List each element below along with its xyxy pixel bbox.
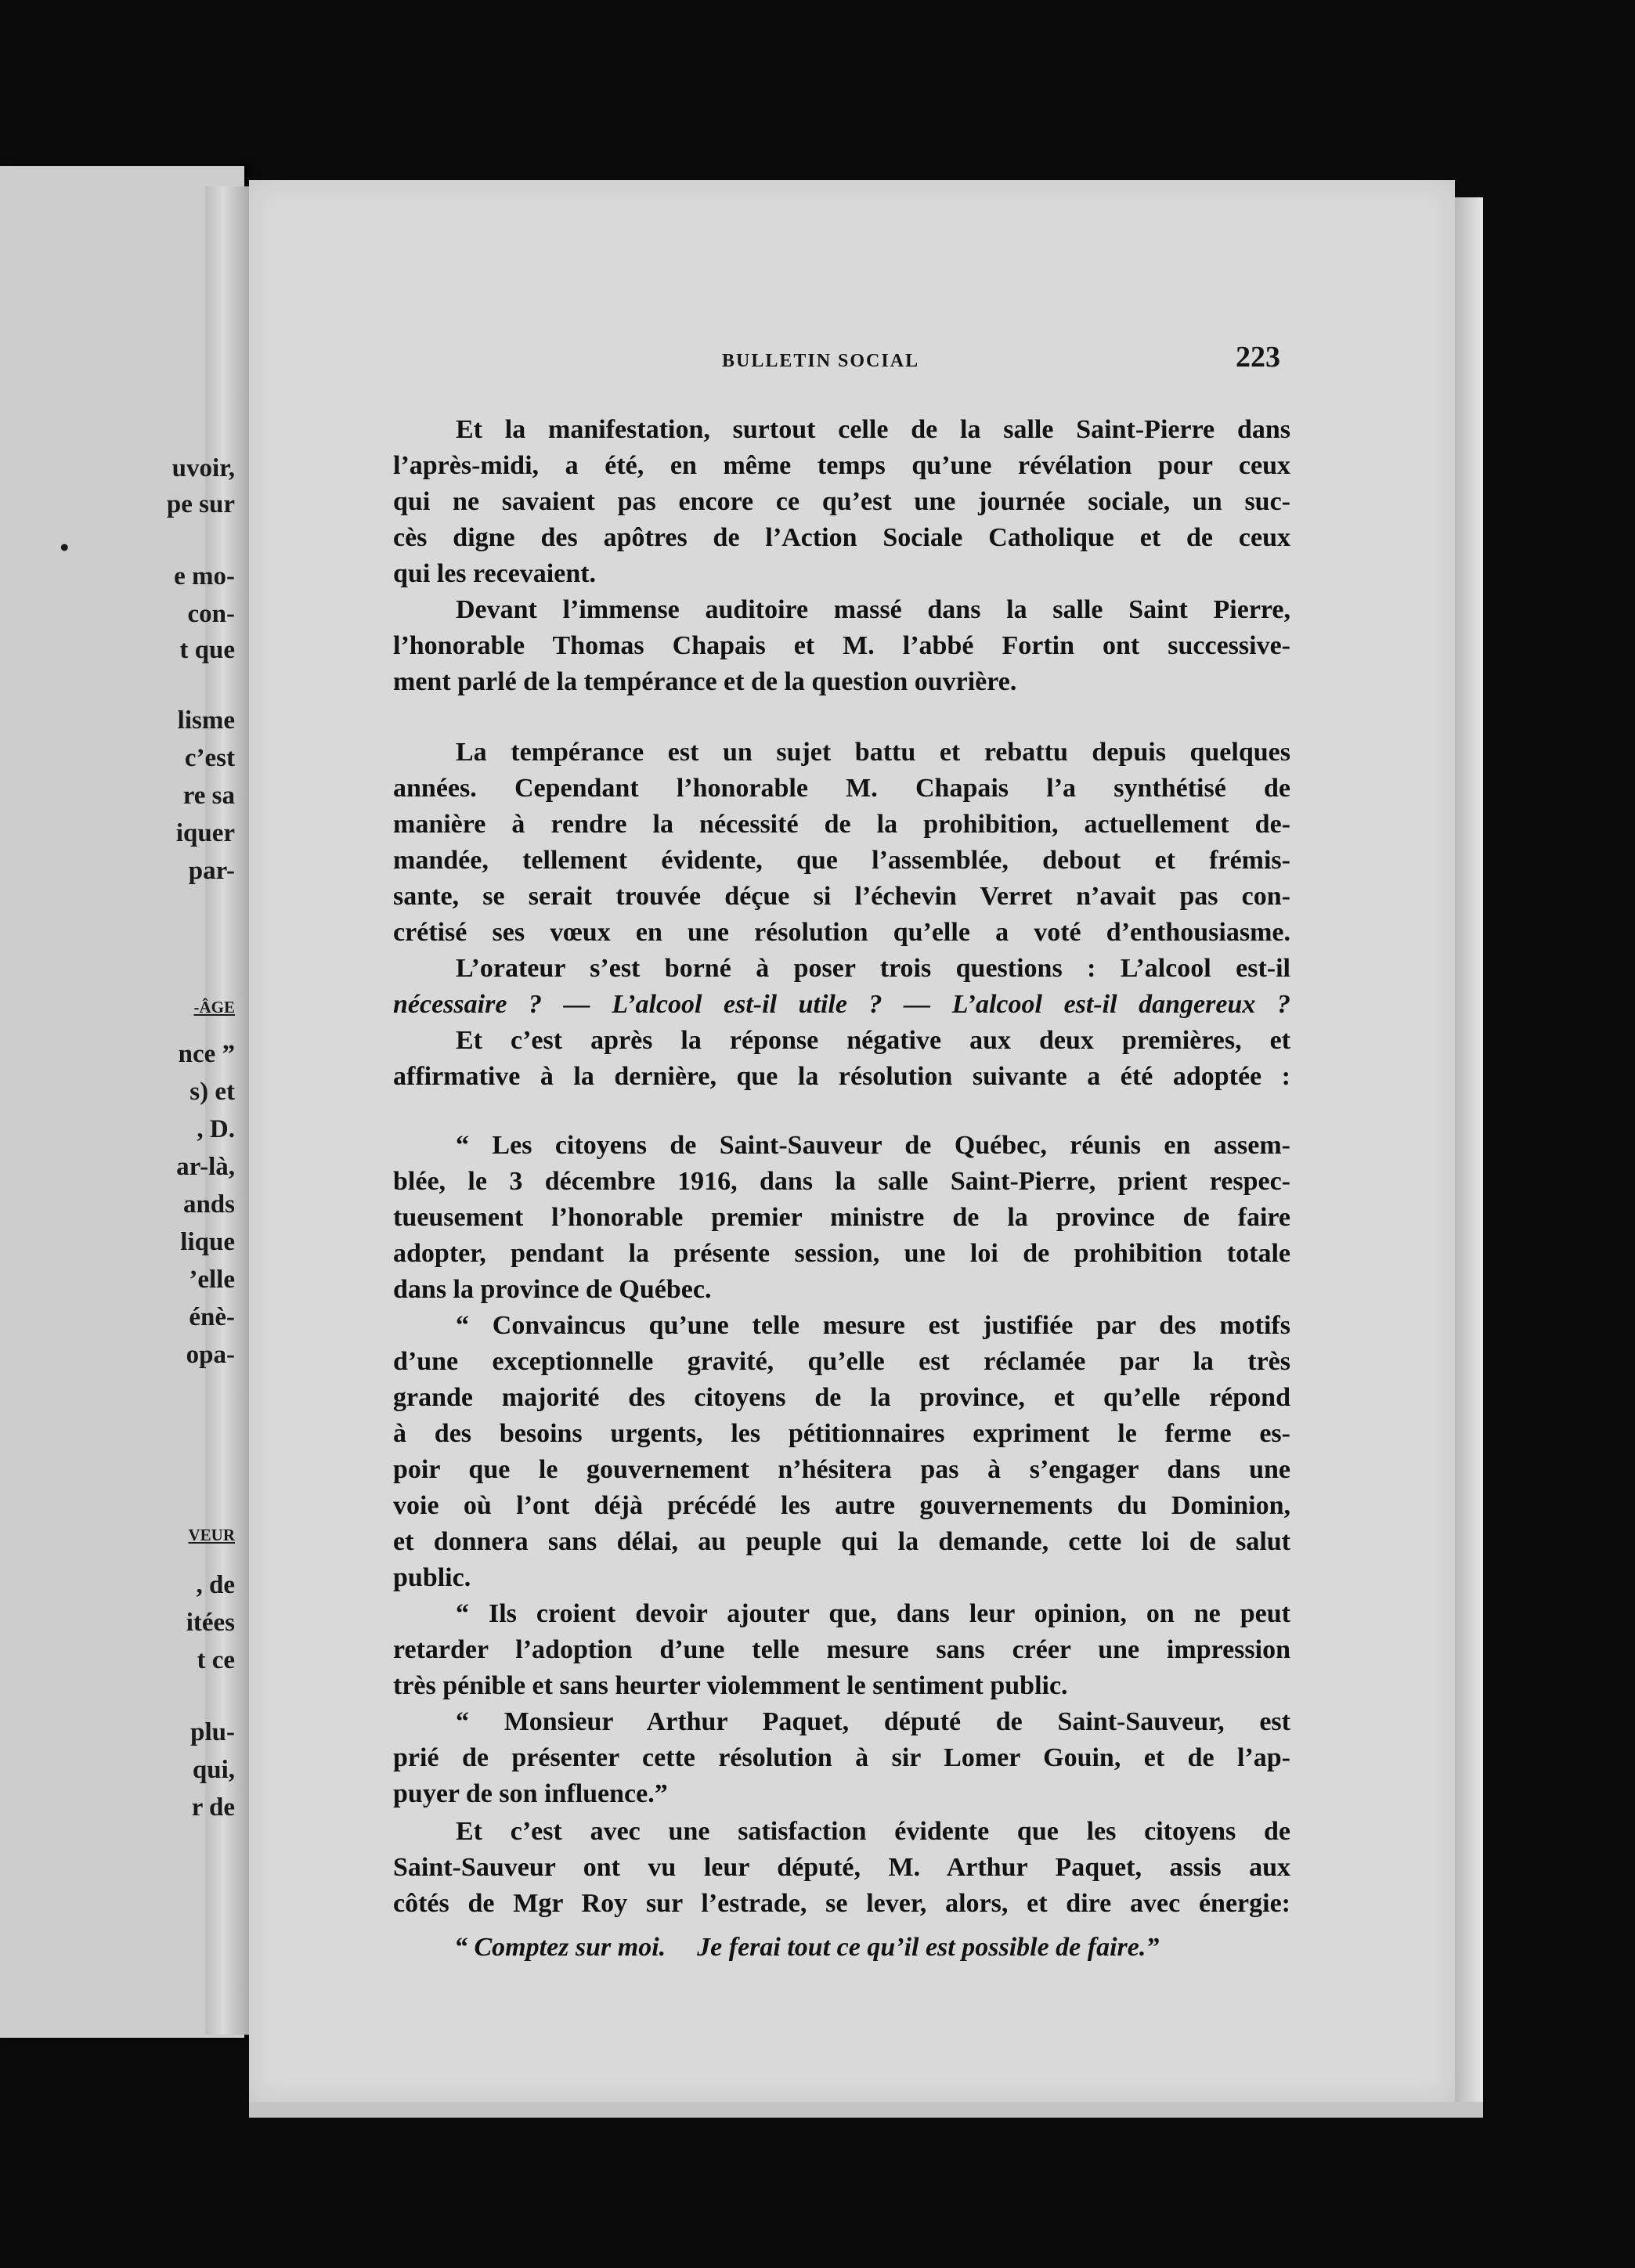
text-line: qui ne savaient pas encore ce qu’est une journée sociale, un suc- xyxy=(393,487,1290,516)
text-line: puyer de son influence.” xyxy=(393,1779,668,1808)
left-line: plu- xyxy=(190,1718,235,1746)
left-line: ar-là, xyxy=(176,1153,235,1181)
left-line: itées xyxy=(186,1609,235,1637)
text-line: ment parlé de la tempérance et de la question ouvrière. xyxy=(393,667,1017,696)
text-line: l’après-midi, a été, en même temps qu’une révélation pour ceux xyxy=(393,451,1290,480)
text-line: mandée, tellement évidente, que l’assemblée, debout et frémis- xyxy=(393,846,1290,875)
left-heading: VEUR xyxy=(188,1526,235,1544)
text-line: “ Ils croient devoir ajouter que, dans leur opinion, on ne peut xyxy=(456,1599,1290,1628)
page-number: 223 xyxy=(1236,341,1280,374)
text-line: côtés de Mgr Roy sur l’estrade, se lever, alors, et dire avec énergie: xyxy=(393,1889,1290,1918)
left-line: ands xyxy=(182,1190,235,1219)
left-line: qui, xyxy=(192,1756,235,1784)
page-bottom-edge xyxy=(249,2102,1483,2118)
text-line: dans la province de Québec. xyxy=(393,1275,712,1304)
text-line: cès digne des apôtres de l’Action Sociale Catholique et de ceux xyxy=(393,523,1290,552)
text-line: Et la manifestation, surtout celle de la salle Saint-Pierre dans xyxy=(456,415,1290,444)
closing-quote-part-2: Je ferai tout ce qu’il est possible de faire.” xyxy=(697,1933,1160,1962)
text-line: prié de présenter cette résolution à sir Lomer Gouin, et de l’ap- xyxy=(393,1743,1290,1772)
left-line: lique xyxy=(180,1228,235,1256)
text-line: Saint-Sauveur ont vu leur député, M. Arthur Paquet, assis aux xyxy=(393,1853,1290,1882)
left-line: c’est xyxy=(184,744,235,772)
left-line: , de xyxy=(196,1571,235,1599)
text-line: retarder l’adoption d’une telle mesure sans créer une impression xyxy=(393,1635,1290,1664)
left-line: par- xyxy=(188,857,235,885)
left-line: uvoir, xyxy=(171,454,235,482)
text-line: affirmative à la dernière, que la résolution suivante a été adoptée : xyxy=(393,1062,1290,1091)
left-line: opa- xyxy=(186,1341,235,1369)
text-line: “ Les citoyens de Saint-Sauveur de Québec, réunis en assem- xyxy=(456,1131,1290,1160)
text-line: grande majorité des citoyens de la province, et qu’elle répond xyxy=(393,1383,1290,1412)
page-stack-edge xyxy=(1455,197,1483,2113)
left-line: énè- xyxy=(189,1303,235,1331)
text-line: La tempérance est un sujet battu et rebattu depuis quelques xyxy=(456,738,1290,767)
left-line: re sa xyxy=(182,782,235,810)
left-line: ’elle xyxy=(189,1266,235,1294)
closing-quote xyxy=(454,1934,1292,1961)
left-line: e mo- xyxy=(174,562,235,590)
text-line: à des besoins urgents, les pétitionnaires expriment le ferme es- xyxy=(393,1419,1290,1448)
left-line: iquer xyxy=(175,819,235,847)
text-line: Devant l’immense auditoire massé dans la salle Saint Pierre, xyxy=(456,595,1290,624)
left-heading: -ÂGE xyxy=(193,998,235,1017)
text-line: “ Monsieur Arthur Paquet, député de Saint-Sauveur, est xyxy=(456,1707,1290,1736)
text-line: poir que le gouvernement n’hésitera pas à s’engager dans une xyxy=(393,1455,1290,1484)
text-line: Et c’est avec une satisfaction évidente que les citoyens de xyxy=(456,1817,1290,1846)
left-line: t que xyxy=(179,636,235,664)
left-line: , D. xyxy=(197,1115,235,1143)
text-line: crétisé ses vœux en une résolution qu’elle a voté d’enthousiasme. xyxy=(393,918,1290,947)
text-line: “ Convaincus qu’une telle mesure est justifiée par des motifs xyxy=(456,1311,1290,1340)
text-line: voie où l’ont déjà précédé les autre gouvernements du Dominion, xyxy=(393,1491,1290,1520)
text-line: tueusement l’honorable premier ministre de la province de faire xyxy=(393,1203,1290,1232)
text-line: d’une exceptionnelle gravité, qu’elle est réclamée par la très xyxy=(393,1347,1290,1376)
running-head: BULLETIN SOCIAL xyxy=(722,351,920,371)
text-line: blée, le 3 décembre 1916, dans la salle Saint-Pierre, prient respec- xyxy=(393,1167,1290,1196)
text-line: sante, se serait trouvée déçue si l’échevin Verret n’avait pas con- xyxy=(393,882,1290,911)
left-line: s) et xyxy=(189,1078,235,1106)
text-line: très pénible et sans heurter violemment le sentiment public. xyxy=(393,1671,1068,1700)
text-line: qui les recevaient. xyxy=(393,559,597,588)
left-line: pe sur xyxy=(166,490,235,518)
left-line: nce ” xyxy=(178,1040,235,1068)
left-line: t ce xyxy=(197,1646,235,1674)
text-line: Et c’est après la réponse négative aux deux premières, et xyxy=(456,1026,1290,1055)
text-line: l’honorable Thomas Chapais et M. l’abbé Fortin ont successive- xyxy=(393,631,1290,660)
text-line: manière à rendre la nécessité de la prohibition, actuellement de- xyxy=(393,810,1290,839)
left-line: lisme xyxy=(177,706,235,735)
text-line: nécessaire ? — L’alcool est-il utile ? — L’alcool est-il dangereux ? xyxy=(393,990,1290,1019)
left-line: r de xyxy=(191,1793,235,1822)
text-line: et donnera sans délai, au peuple qui la demande, cette loi de salut xyxy=(393,1527,1290,1556)
left-line: con- xyxy=(187,600,235,628)
closing-quote-part-1: “ Comptez sur moi. xyxy=(454,1933,666,1962)
text-line: adopter, pendant la présente session, une loi de prohibition totale xyxy=(393,1239,1290,1268)
text-line: L’orateur s’est borné à poser trois questions : L’alcool est-il xyxy=(456,954,1290,983)
text-line: public. xyxy=(393,1563,471,1592)
text-line: années. Cependant l’honorable M. Chapais l’a synthétisé de xyxy=(393,774,1290,803)
left-line: • xyxy=(60,534,69,562)
